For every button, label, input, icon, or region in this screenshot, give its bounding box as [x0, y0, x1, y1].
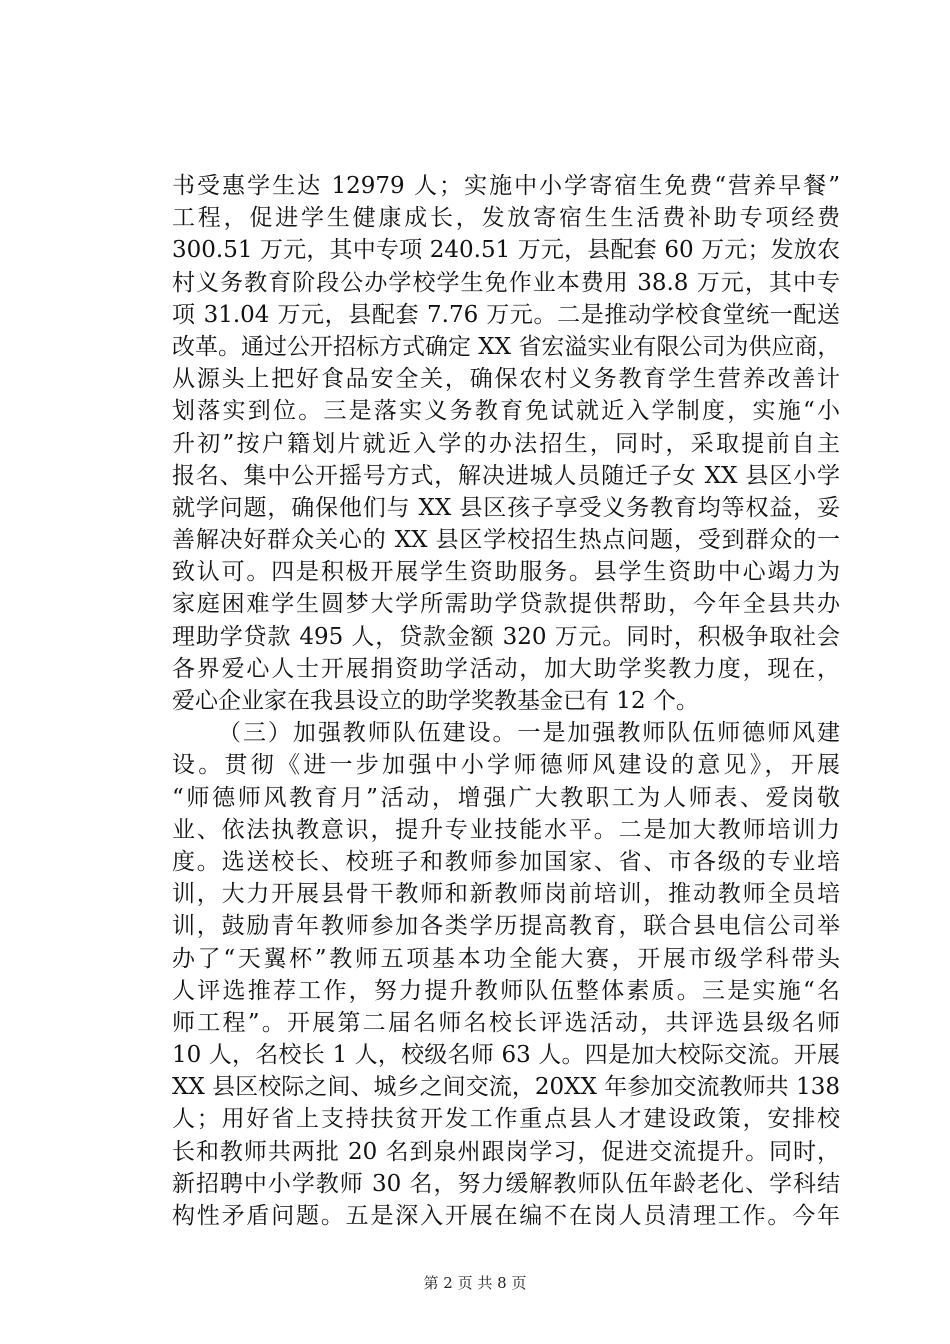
text-line: 善解决好群众关心的 XX 县区学校招生热点问题，受到群众的一 [172, 527, 840, 554]
text-line: （三）加强教师队伍建设。一是加强教师队伍师德师风建 [218, 720, 840, 747]
text-line: 升初”按户籍划片就近入学的办法招生，同时，采取提前自主 [172, 430, 840, 457]
text-line: 村义务教育阶段公办学校学生免作业本费用 38.8 万元，其中专 [172, 269, 840, 296]
text-line: 各界爱心人士开展捐资助学活动，加大助学奖教力度，现在， [172, 655, 840, 682]
text-line: 设。贯彻《进一步加强中小学师德师风建设的意见》，开展 [172, 752, 840, 779]
text-line: 构性矛盾问题。五是深入开展在编不在岗人员清理工作。今年 [172, 1203, 840, 1229]
text-line: 划落实到位。三是落实义务教育免试就近入学制度，实施“小 [172, 398, 840, 425]
text-line: 理助学贷款 495 人，贷款金额 320 万元。同时，积极争取社会 [172, 623, 840, 650]
text-line: 300.51 万元，其中专项 240.51 万元，县配套 60 万元；发放农 [172, 237, 840, 264]
text-line: 新招聘中小学教师 30 名，努力缓解教师队伍年龄老化、学科结 [172, 1170, 840, 1197]
text-line: 人评选推荐工作，努力提升教师队伍整体素质。三是实施“名 [172, 977, 840, 1004]
text-line: 工程，促进学生健康成长，发放寄宿生生活费补助专项经费 [172, 205, 840, 232]
paragraph-2 [172, 717, 840, 1232]
paragraph-1 [172, 170, 840, 717]
text-line: 家庭困难学生圆梦大学所需助学贷款提供帮助，今年全县共办 [172, 591, 840, 618]
text-line: 训，大力开展县骨干教师和新教师岗前培训，推动教师全员培 [172, 881, 840, 908]
page-number-label: 第 2 页 共 8 页 [423, 1274, 527, 1292]
text-line: 长和教师共两批 20 名到泉州跟岗学习，促进交流提升。同时， [172, 1138, 840, 1165]
text-line: 就学问题，确保他们与 XX 县区孩子享受义务教育均等权益，妥 [172, 494, 840, 521]
text-line: 度。选送校长、校班子和教师参加国家、省、市各级的专业培 [172, 848, 840, 875]
text-line: 书受惠学生达 12979 人；实施中小学寄宿生免费“营养早餐” [172, 173, 840, 199]
text-line: 办了“天翼杯”教师五项基本功全能大赛，开展市级学科带头 [172, 945, 840, 972]
text-line: XX 县区校际之间、城乡之间交流，20XX 年参加交流教师共 138 [172, 1074, 840, 1101]
text-line: 师工程”。开展第二届名师名校长评选活动，共评选县级名师 [172, 1009, 840, 1036]
text-line: 训，鼓励青年教师参加各类学历提高教育，联合县电信公司举 [172, 913, 840, 940]
text-line: 从源头上把好食品安全关，确保农村义务教育学生营养改善计 [172, 366, 840, 393]
text-line: 致认可。四是积极开展学生资助服务。县学生资助中心竭力为 [172, 559, 840, 586]
text-line: 人；用好省上支持扶贫开发工作重点县人才建设政策，安排校 [172, 1106, 840, 1133]
body-text [172, 170, 840, 1232]
text-line: 改革。通过公开招标方式确定 XX 省宏溢实业有限公司为供应商， [172, 333, 841, 360]
text-line: 业、依法执教意识，提升专业技能水平。二是加大教师培训力 [172, 816, 840, 843]
text-line: 10 人，名校长 1 人，校级名师 63 人。四是加大校际交流。开展 [172, 1042, 840, 1069]
page-footer [0, 1272, 950, 1293]
text-line: 项 31.04 万元，县配套 7.76 万元。二是推动学校食堂统一配送 [172, 301, 840, 328]
text-line: “师德师风教育月”活动，增强广大教职工为人师表、爱岗敬 [172, 784, 840, 811]
text-line: 爱心企业家在我县设立的助学奖教基金已有 12 个。 [172, 688, 699, 714]
text-line: 报名、集中公开摇号方式，解决进城人员随迁子女 XX 县区小学 [172, 462, 840, 489]
